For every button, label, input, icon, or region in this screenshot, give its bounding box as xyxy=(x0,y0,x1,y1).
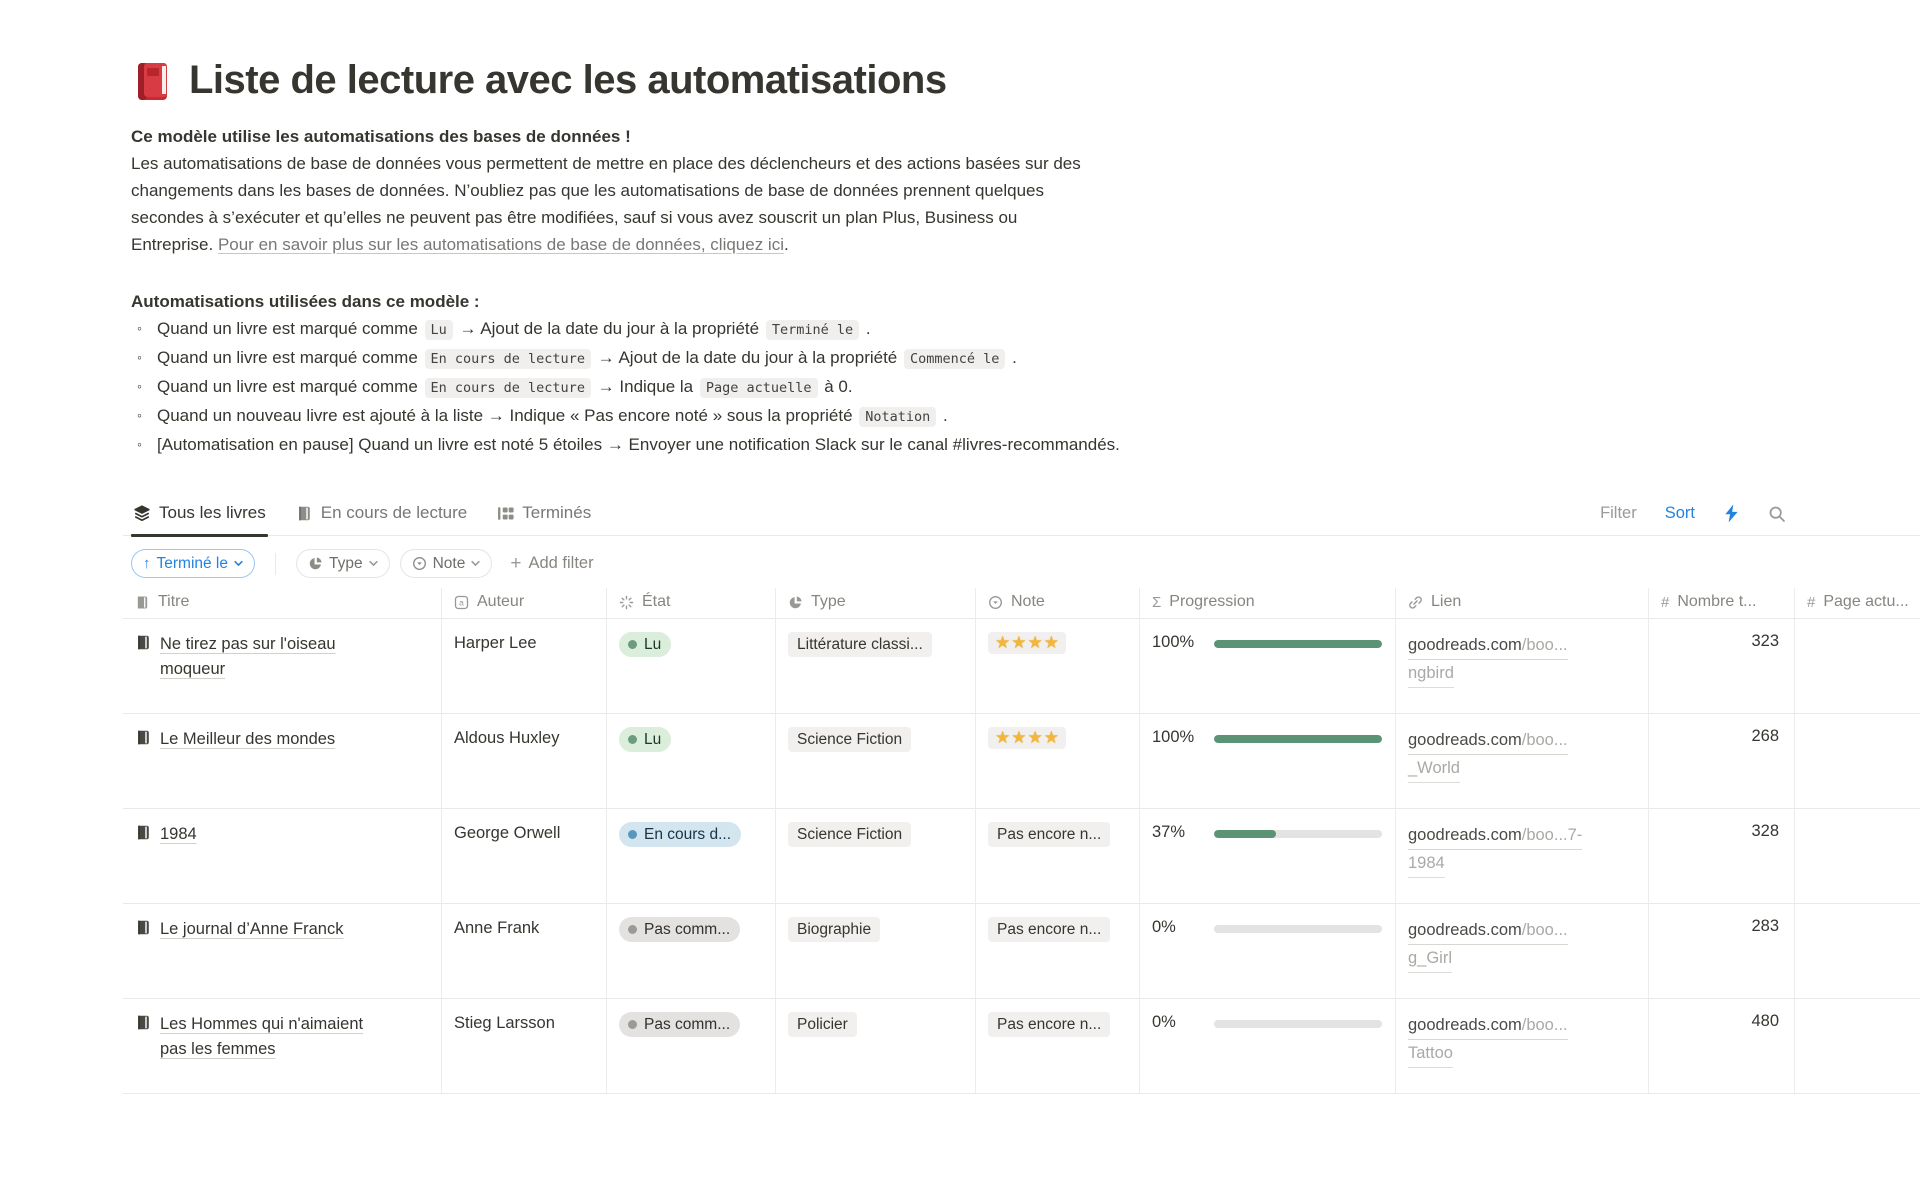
current-page-cell[interactable] xyxy=(1795,904,1920,999)
goodreads-link[interactable] xyxy=(1408,917,1568,973)
tab-label: Tous les livres xyxy=(159,503,266,522)
pages-count: 283 xyxy=(1751,917,1779,935)
intro-paragraph xyxy=(131,150,1081,258)
book-title-link[interactable]: Ne tirez pas sur l'oiseau moqueur xyxy=(160,635,336,678)
table-body xyxy=(123,619,1920,1094)
arrow-up-icon: ↑ xyxy=(143,555,151,572)
automation-text: Quand un livre est marqué comme xyxy=(157,377,423,396)
inline-code: Page actuelle xyxy=(700,378,818,398)
column-header-auteur[interactable] xyxy=(442,588,607,619)
type-tag[interactable]: Policier xyxy=(788,1012,857,1037)
view-controls xyxy=(1600,504,1920,535)
state-pill[interactable] xyxy=(619,1012,740,1037)
link-path: /boo... xyxy=(1521,1016,1568,1034)
learn-more-link[interactable]: Pour en savoir plus sur les automatisations de base de données, cliquez ici xyxy=(217,235,784,254)
chevron-down-icon xyxy=(369,560,378,567)
status-dot-icon xyxy=(628,735,637,744)
column-label: Progression xyxy=(1169,593,1255,610)
title-cell[interactable] xyxy=(123,809,442,904)
book-icon xyxy=(135,824,152,841)
filter-bar xyxy=(131,549,1920,578)
column-label: Auteur xyxy=(477,593,525,610)
current-page-cell[interactable] xyxy=(1795,619,1920,714)
bullet-marker: ◦ xyxy=(137,378,142,394)
intro-bold-line: Ce modèle utilise les automatisations des bases de données ! xyxy=(131,127,631,146)
intro-suffix: . xyxy=(783,235,789,254)
text-property-icon xyxy=(454,595,469,610)
type-cell[interactable] xyxy=(776,809,976,904)
author-cell[interactable] xyxy=(442,809,607,904)
state-pill[interactable] xyxy=(619,917,740,942)
formula-sigma-icon: Σ xyxy=(1152,593,1162,611)
goodreads-link[interactable] xyxy=(1408,1012,1568,1068)
type-tag[interactable]: Science Fiction xyxy=(788,727,911,752)
star-icon: ★ xyxy=(1043,633,1059,652)
column-header-lien[interactable] xyxy=(1396,588,1649,619)
star-icon: ★ xyxy=(1011,728,1027,747)
type-tag[interactable]: Littérature classi... xyxy=(788,632,932,657)
automation-text: → Ajout de la date du jour à la propriété xyxy=(592,348,902,367)
progress-percent: 37% xyxy=(1152,823,1186,841)
link-path: /boo... xyxy=(1521,921,1568,939)
author-name: Stieg Larsson xyxy=(454,1014,555,1032)
link-line2: _World xyxy=(1408,755,1460,783)
chevron-down-icon xyxy=(234,560,243,567)
book-title-link[interactable]: Les Hommes qui n'aimaient pas les femmes xyxy=(160,1015,364,1058)
progress-fill xyxy=(1214,735,1382,743)
note-cell[interactable] xyxy=(976,904,1140,999)
star-rating[interactable] xyxy=(988,727,1066,749)
type-pill-label: Type xyxy=(329,554,363,572)
column-label: Page actu... xyxy=(1823,593,1909,610)
author-cell[interactable] xyxy=(442,904,607,999)
author-name: Aldous Huxley xyxy=(454,729,560,747)
current-page-cell[interactable] xyxy=(1795,714,1920,809)
table-row xyxy=(123,999,1920,1094)
title-cell[interactable] xyxy=(123,619,442,714)
inline-code: Notation xyxy=(859,407,936,427)
link-cell[interactable] xyxy=(1396,714,1649,809)
progress-bar xyxy=(1214,925,1382,933)
progress-bar xyxy=(1214,830,1382,838)
link-line2: g_Girl xyxy=(1408,945,1452,973)
inline-code: Lu xyxy=(425,320,453,340)
note-tag[interactable]: Pas encore n... xyxy=(988,822,1110,847)
state-pill[interactable] xyxy=(619,727,671,752)
current-page-cell[interactable] xyxy=(1795,999,1920,1094)
star-icon: ★ xyxy=(1043,728,1059,747)
state-label: Lu xyxy=(644,635,662,653)
page-title xyxy=(131,58,1920,103)
column-label: Type xyxy=(811,593,846,610)
note-tag[interactable]: Pas encore n... xyxy=(988,917,1110,942)
state-cell[interactable] xyxy=(607,809,776,904)
note-cell[interactable] xyxy=(976,999,1140,1094)
book-icon xyxy=(135,1014,152,1031)
progression-cell[interactable] xyxy=(1140,999,1396,1094)
table-row xyxy=(123,619,1920,714)
pages-count-cell[interactable] xyxy=(1649,999,1795,1094)
automation-text: . xyxy=(1007,348,1017,367)
pie-chart-icon xyxy=(308,556,323,571)
bullet-marker: ◦ xyxy=(137,349,142,365)
column-header-etat[interactable] xyxy=(607,588,776,619)
note-cell[interactable] xyxy=(976,619,1140,714)
star-icon: ★ xyxy=(1011,633,1027,652)
automation-text: . xyxy=(861,319,871,338)
pages-count: 328 xyxy=(1751,822,1779,840)
book-title-link[interactable]: Le journal d’Anne Franck xyxy=(160,920,344,938)
link-cell[interactable] xyxy=(1396,809,1649,904)
column-label: Lien xyxy=(1431,593,1462,610)
status-dot-icon xyxy=(628,830,637,839)
goodreads-link[interactable] xyxy=(1408,727,1568,783)
column-label: État xyxy=(642,593,671,610)
author-cell[interactable] xyxy=(442,999,607,1094)
tab-tous-les-livres[interactable] xyxy=(131,503,268,535)
add-filter-label: Add filter xyxy=(528,554,594,572)
gallery-icon xyxy=(497,505,514,522)
type-cell[interactable] xyxy=(776,714,976,809)
star-icon: ★ xyxy=(995,728,1011,747)
type-filter-pill[interactable] xyxy=(296,549,390,578)
link-domain: goodreads.com xyxy=(1408,1016,1522,1034)
automation-text: . xyxy=(938,406,948,425)
pie-chart-icon xyxy=(788,595,803,610)
link-line2: Tattoo xyxy=(1408,1040,1453,1068)
automation-text: → Ajout de la date du jour à la propriété xyxy=(454,319,764,338)
state-label: Pas comm... xyxy=(644,1015,731,1033)
pages-count: 323 xyxy=(1751,632,1779,650)
note-cell[interactable] xyxy=(976,714,1140,809)
book-icon xyxy=(135,595,150,610)
status-dot-icon xyxy=(628,1020,637,1029)
bullet-marker: ◦ xyxy=(137,436,142,452)
tab-termines[interactable] xyxy=(495,503,593,535)
progress-bar xyxy=(1214,1020,1382,1028)
link-domain: goodreads.com xyxy=(1408,636,1522,654)
author-name: George Orwell xyxy=(454,824,561,842)
author-name: Anne Frank xyxy=(454,919,540,937)
pages-count-cell[interactable] xyxy=(1649,904,1795,999)
link-line2: 1984 xyxy=(1408,850,1445,878)
inline-code: Terminé le xyxy=(766,320,859,340)
column-header-titre[interactable] xyxy=(123,588,442,619)
table-row xyxy=(123,714,1920,809)
link-domain: goodreads.com xyxy=(1408,731,1522,749)
link-icon xyxy=(1408,595,1423,610)
automations-bolt-icon[interactable] xyxy=(1723,504,1740,523)
status-spinner-icon xyxy=(619,595,634,610)
add-filter-button[interactable] xyxy=(510,553,593,575)
state-pill[interactable] xyxy=(619,632,671,657)
progression-cell[interactable] xyxy=(1140,809,1396,904)
tab-label: Terminés xyxy=(522,503,592,522)
state-label: En cours d... xyxy=(644,825,732,843)
link-path: /boo... xyxy=(1521,636,1568,654)
goodreads-link[interactable] xyxy=(1408,822,1582,878)
automation-text: Quand un livre est marqué comme xyxy=(157,348,423,367)
type-cell[interactable] xyxy=(776,904,976,999)
bullet-marker: ◦ xyxy=(137,320,142,336)
state-pill[interactable] xyxy=(619,822,741,847)
automation-text: Quand un nouveau livre est ajouté à la liste → Indique « Pas encore noté » sous la propriété xyxy=(157,406,858,425)
title-cell[interactable] xyxy=(123,904,442,999)
red-book-emoji-icon xyxy=(131,59,175,103)
note-cell[interactable] xyxy=(976,809,1140,904)
author-cell[interactable] xyxy=(442,619,607,714)
intro-text: Les automatisations de base de données vous permettent de mettre en place des déclencheurs et des actions basées sur des changements dans les bases de données. N’oubliez pas que les automatisations de base de données prennent quelques secondes à s’exécuter et qu’elles ne peuvent pas être modifiées, sauf si vous avez souscrit un plan Plus, Business ou Entreprise. xyxy=(131,154,1081,254)
search-icon[interactable] xyxy=(1768,505,1786,523)
progression-cell[interactable] xyxy=(1140,904,1396,999)
star-icon: ★ xyxy=(995,633,1011,652)
note-tag[interactable]: Pas encore n... xyxy=(988,1012,1110,1037)
layers-icon xyxy=(133,504,151,522)
pages-count: 480 xyxy=(1751,1012,1779,1030)
progress-percent: 0% xyxy=(1152,918,1176,936)
goodreads-link[interactable] xyxy=(1408,632,1568,688)
note-filter-pill[interactable] xyxy=(400,549,493,578)
automation-item xyxy=(131,315,1131,344)
progression-cell[interactable] xyxy=(1140,714,1396,809)
current-page-cell[interactable] xyxy=(1795,809,1920,904)
progress-bar xyxy=(1214,735,1382,743)
link-cell[interactable] xyxy=(1396,999,1649,1094)
tab-en-cours-de-lecture[interactable] xyxy=(294,503,469,535)
link-path: /boo... xyxy=(1521,731,1568,749)
select-circle-icon xyxy=(988,595,1003,610)
column-header-progression[interactable] xyxy=(1140,588,1396,619)
sort-pill-termine-le[interactable] xyxy=(131,549,255,578)
book-title-link[interactable]: 1984 xyxy=(160,825,197,843)
filter-divider xyxy=(275,553,276,575)
inline-code: En cours de lecture xyxy=(425,349,591,369)
state-cell[interactable] xyxy=(607,904,776,999)
pages-count-cell[interactable] xyxy=(1649,809,1795,904)
pages-count: 268 xyxy=(1751,727,1779,745)
bullet-marker: ◦ xyxy=(137,407,142,423)
link-domain: goodreads.com xyxy=(1408,826,1522,844)
automation-text: à 0. xyxy=(819,377,853,396)
link-line2: ngbird xyxy=(1408,660,1454,688)
views-bar xyxy=(123,492,1920,536)
progress-percent: 0% xyxy=(1152,1013,1176,1031)
type-tag[interactable]: Science Fiction xyxy=(788,822,911,847)
table-row xyxy=(123,904,1920,999)
automation-text: Quand un livre est marqué comme xyxy=(157,319,423,338)
book-icon xyxy=(135,634,152,651)
author-cell[interactable] xyxy=(442,714,607,809)
type-cell[interactable] xyxy=(776,619,976,714)
progress-percent: 100% xyxy=(1152,728,1195,746)
author-name: Harper Lee xyxy=(454,634,537,652)
link-cell[interactable] xyxy=(1396,904,1649,999)
star-icon: ★ xyxy=(1027,633,1043,652)
book-icon xyxy=(135,919,152,936)
state-label: Pas comm... xyxy=(644,920,731,938)
state-cell[interactable] xyxy=(607,619,776,714)
table-header xyxy=(123,588,1920,619)
plus-icon: + xyxy=(510,552,522,574)
inline-code: Commencé le xyxy=(904,349,1005,369)
progress-fill xyxy=(1214,640,1382,648)
column-label: Nombre t... xyxy=(1677,593,1757,610)
progress-fill xyxy=(1214,830,1276,838)
automation-item xyxy=(131,431,1131,458)
books-table xyxy=(123,588,1920,1094)
number-hash-icon: # xyxy=(1807,593,1816,611)
filter-control[interactable]: Filter xyxy=(1600,504,1637,522)
progression-cell[interactable] xyxy=(1140,619,1396,714)
link-cell[interactable] xyxy=(1396,619,1649,714)
select-circle-icon xyxy=(412,556,427,571)
book-icon xyxy=(296,505,313,522)
automations-heading: Automatisations utilisées dans ce modèle : xyxy=(131,292,480,311)
status-dot-icon xyxy=(628,640,637,649)
number-hash-icon: # xyxy=(1661,593,1670,611)
star-icon: ★ xyxy=(1027,728,1043,747)
title-cell[interactable] xyxy=(123,714,442,809)
column-header-nombre-pages[interactable] xyxy=(1649,588,1795,619)
view-tabs xyxy=(131,492,593,535)
progress-bar xyxy=(1214,640,1382,648)
automation-item xyxy=(131,402,1131,431)
title-cell[interactable] xyxy=(123,999,442,1094)
page-title-text: Liste de lecture avec les automatisations xyxy=(189,58,947,102)
type-tag[interactable]: Biographie xyxy=(788,917,880,942)
type-cell[interactable] xyxy=(776,999,976,1094)
sort-control[interactable]: Sort xyxy=(1664,504,1695,522)
column-label: Titre xyxy=(158,593,190,610)
state-cell[interactable] xyxy=(607,999,776,1094)
book-icon xyxy=(135,729,152,746)
note-pill-label: Note xyxy=(432,554,466,572)
svg-text:a: a xyxy=(459,597,464,608)
link-domain: goodreads.com xyxy=(1408,921,1522,939)
pages-count-cell[interactable] xyxy=(1649,714,1795,809)
column-label: Note xyxy=(1011,593,1045,610)
automation-item xyxy=(131,373,1131,402)
star-rating[interactable] xyxy=(988,632,1066,654)
book-title-link[interactable]: Le Meilleur des mondes xyxy=(160,730,336,748)
automations-list xyxy=(131,315,1131,458)
automation-text: → Indique la xyxy=(592,377,698,396)
column-header-page-actuelle[interactable] xyxy=(1795,588,1920,619)
state-label: Lu xyxy=(644,730,662,748)
column-header-note[interactable] xyxy=(976,588,1140,619)
automation-text: [Automatisation en pause] Quand un livre est noté 5 étoiles → Envoyer une notification Slack sur le canal #livres-recommandés. xyxy=(157,435,1120,454)
chevron-down-icon xyxy=(471,560,480,567)
tab-label: En cours de lecture xyxy=(320,503,468,522)
status-dot-icon xyxy=(628,925,637,934)
automation-item xyxy=(131,344,1131,373)
sort-pill-label: Terminé le xyxy=(156,554,228,572)
link-path: /boo...7- xyxy=(1521,826,1583,844)
table-row xyxy=(123,809,1920,904)
progress-percent: 100% xyxy=(1152,633,1195,651)
inline-code: En cours de lecture xyxy=(425,378,591,398)
column-header-type[interactable] xyxy=(776,588,976,619)
state-cell[interactable] xyxy=(607,714,776,809)
pages-count-cell[interactable] xyxy=(1649,619,1795,714)
